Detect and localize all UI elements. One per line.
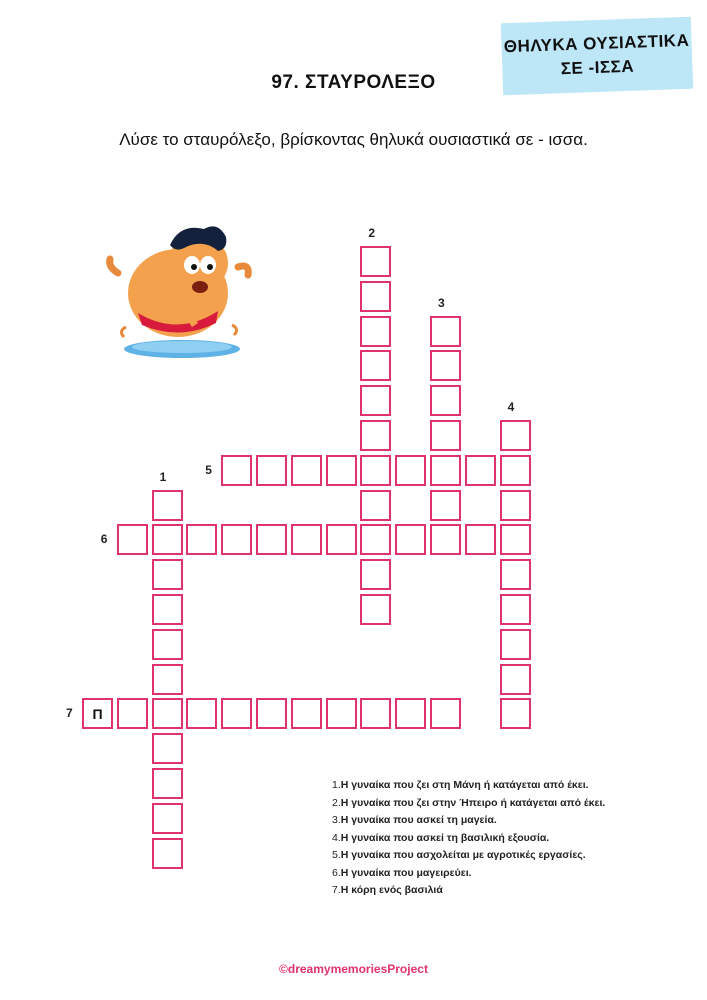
clue-item [332, 882, 605, 900]
crossword-cell[interactable] [256, 455, 287, 486]
clue-number: 1. [332, 779, 341, 791]
crossword-cell[interactable] [360, 698, 391, 729]
crossword-cell[interactable] [500, 698, 531, 729]
crossword-cell[interactable] [430, 698, 461, 729]
crossword-cell[interactable] [117, 698, 148, 729]
crossword-cell[interactable] [430, 455, 461, 486]
crossword-cell[interactable] [430, 420, 461, 451]
crossword-cell[interactable] [152, 629, 183, 660]
clue-number: 2. [332, 796, 341, 809]
clue-number: 5. [332, 849, 341, 861]
crossword-cell[interactable] [152, 594, 183, 625]
clue-text: Η γυναίκα που ζει στη Μάνη ή κατάγεται από έκει. [340, 779, 589, 791]
crossword-cell[interactable] [360, 490, 391, 521]
swimmer-mascot-icon [100, 215, 260, 365]
crossword-cell[interactable] [500, 490, 531, 521]
crossword-cell[interactable] [360, 246, 391, 277]
crossword-cell[interactable] [395, 698, 426, 729]
crossword-cell[interactable] [152, 733, 183, 764]
crossword-cell[interactable] [430, 316, 461, 347]
crossword-cell[interactable] [291, 524, 322, 555]
clue-number: 3. [332, 814, 341, 826]
crossword-cell[interactable] [186, 698, 217, 729]
crossword-cell[interactable] [291, 698, 322, 729]
crossword-cell[interactable] [152, 559, 183, 590]
clue-text: Η γυναίκα που ασκεί τη μαγεία. [340, 814, 497, 826]
clue-text: Η γυναίκα που ασχολείται με αγροτικές εργασίες. [340, 849, 586, 861]
crossword-cell[interactable] [500, 629, 531, 660]
crossword-cell[interactable] [500, 420, 531, 451]
crossword-cell[interactable] [500, 559, 531, 590]
crossword-cell[interactable] [152, 664, 183, 695]
clue-item [332, 812, 605, 830]
crossword-cell[interactable] [152, 698, 183, 729]
word-number-5: 5 [205, 462, 212, 477]
clue-item [332, 847, 605, 865]
crossword-cell[interactable] [152, 490, 183, 521]
crossword-cell[interactable] [500, 455, 531, 486]
word-number-6: 6 [100, 532, 108, 547]
word-number-2: 2 [368, 226, 376, 240]
crossword-cell[interactable]: Π [82, 698, 113, 729]
crossword-cell[interactable] [256, 524, 287, 555]
clue-item [332, 830, 605, 848]
crossword-cell[interactable] [117, 524, 148, 555]
crossword-cell[interactable] [465, 455, 496, 486]
crossword-cell[interactable] [256, 698, 287, 729]
crossword-cell[interactable] [152, 768, 183, 799]
crossword-cell[interactable] [500, 664, 531, 695]
crossword-cell[interactable] [152, 803, 183, 834]
crossword-cell[interactable] [430, 524, 461, 555]
crossword-cell[interactable] [360, 350, 391, 381]
clue-number: 6. [332, 866, 341, 879]
clue-item [332, 795, 605, 813]
crossword-cell[interactable] [360, 455, 391, 486]
crossword-cell[interactable] [326, 698, 357, 729]
crossword-cell[interactable] [360, 524, 391, 555]
crossword-cell[interactable] [360, 281, 391, 312]
crossword-cell[interactable] [430, 490, 461, 521]
clue-item [332, 777, 605, 795]
crossword-cell[interactable] [221, 455, 252, 486]
word-number-7: 7 [66, 706, 73, 721]
crossword-cell[interactable] [360, 316, 391, 347]
crossword-cell[interactable] [326, 524, 357, 555]
crossword-cell[interactable] [291, 455, 322, 486]
crossword-cell[interactable] [465, 524, 496, 555]
clue-text: Η γυναίκα που μαγειρεύει. [340, 866, 472, 879]
topic-tag-line2: ΣΕ -ΙΣΣΑ [560, 56, 635, 79]
crossword-cell[interactable] [430, 350, 461, 381]
clue-text: Η κόρη ενός βασιλιά [340, 884, 443, 896]
crossword-cell[interactable] [326, 455, 357, 486]
crossword-cell[interactable] [395, 524, 426, 555]
crossword-cell[interactable] [430, 385, 461, 416]
word-number-1: 1 [159, 469, 167, 484]
crossword-cell[interactable] [221, 524, 252, 555]
crossword-cell[interactable] [152, 524, 183, 555]
clue-item [332, 865, 605, 883]
word-number-4: 4 [507, 400, 515, 414]
clue-number: 7. [332, 884, 341, 896]
crossword-cell[interactable] [395, 455, 426, 486]
clue-number: 4. [332, 831, 341, 844]
crossword-cell[interactable] [221, 698, 252, 729]
crossword-cell[interactable] [360, 385, 391, 416]
crossword-cell[interactable] [500, 594, 531, 625]
word-number-3: 3 [438, 295, 445, 310]
crossword-cell[interactable] [500, 524, 531, 555]
topic-tag-line1: ΘΗΛΥΚΑ ΟΥΣΙΑΣΤΙΚΑ [503, 30, 690, 57]
clue-list [332, 777, 605, 900]
page-title: 97. ΣΤΑΥΡΟΛΕΞΟ [271, 72, 436, 93]
instructions: Λύσε το σταυρόλεξο, βρίσκοντας θηλυκά ουσιαστικά σε - ισσα. [119, 130, 588, 149]
crossword-cell[interactable] [152, 838, 183, 869]
crossword-cell[interactable] [186, 524, 217, 555]
crossword-cell[interactable] [360, 559, 391, 590]
copyright-footer: ©dreamymemoriesProject [279, 962, 428, 976]
clue-text: Η γυναίκα που ζει στην Ήπειρο ή κατάγεται από έκει. [340, 796, 606, 809]
crossword-cell[interactable] [360, 420, 391, 451]
crossword-cell[interactable] [360, 594, 391, 625]
clue-text: Η γυναίκα που ασκεί τη βασιλική εξουσία. [340, 831, 550, 844]
